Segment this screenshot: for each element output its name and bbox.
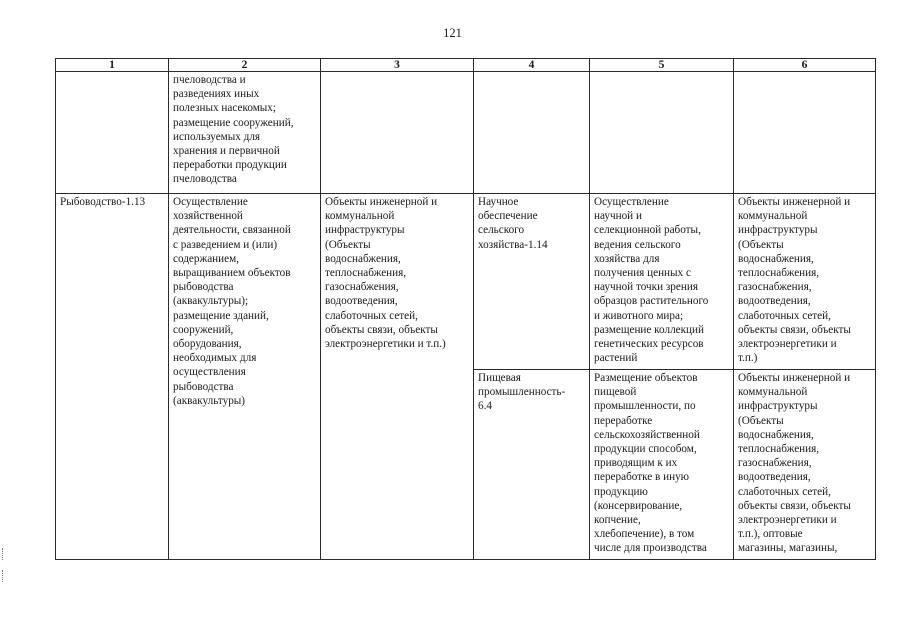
scan-edge-mark xyxy=(2,548,5,560)
cell-continuation-col6 xyxy=(734,72,876,194)
cell-continuation-col1 xyxy=(56,72,169,194)
cell-food-use-name: Пищевая промышленность- 6.4 xyxy=(474,370,590,560)
scan-edge-mark xyxy=(2,570,5,582)
cell-fish-use-description: Осуществление хозяйственной деятельности, связанной с разведением и (или) содержанием, выращиванием объектов рыбоводства (аквакультуры); размещение зданий, сооружений, оборудования, необходимых для осуществления рыбоводства (аквакультуры) xyxy=(169,194,321,560)
table-row-continuation xyxy=(56,72,876,194)
cell-food-auxiliary-objects: Объекты инженерной и коммунальной инфраструктуры (Объекты водоснабжения, теплоснабжения, газоснабжения, водоотведения, слаботочных сетей, объекты связи, объекты электроэнергетики и т.п.), оптовые магазины, магазины, xyxy=(734,370,876,560)
page-number: 121 xyxy=(443,26,462,40)
header-cell-6: 6 xyxy=(734,59,876,72)
cell-continuation-col2: пчеловодства и разведениях иных полезных насекомых; размещение сооружений, используемых для хранения и первичной переработки продукции пчеловодства xyxy=(169,72,321,194)
cell-continuation-col4 xyxy=(474,72,590,194)
header-cell-1: 1 xyxy=(56,59,169,72)
cell-science-use-description: Осуществление научной и селекционной работы, ведения сельского хозяйства для получения ценных с научной точки зрения образцов растительного и животного мира; размещение коллекций генетических ресурсов растений xyxy=(590,194,734,370)
header-row xyxy=(56,59,876,72)
header-cell-5: 5 xyxy=(590,59,734,72)
cell-food-use-description: Размещение объектов пищевой промышленности, по переработке сельскохозяйственной продукции способом, приводящим к их переработке в иную продукцию (консервирование, копчение, хлебопечение), в том числе для производства xyxy=(590,370,734,560)
table-row-fish-farming xyxy=(56,194,876,370)
cell-science-use-name: Научное обеспечение сельского хозяйства-1.14 xyxy=(474,194,590,370)
cell-continuation-col3 xyxy=(321,72,474,194)
header-cell-3: 3 xyxy=(321,59,474,72)
header-cell-2: 2 xyxy=(169,59,321,72)
cell-continuation-col5 xyxy=(590,72,734,194)
header-cell-4: 4 xyxy=(474,59,590,72)
cell-fish-use-name: Рыбоводство-1.13 xyxy=(56,194,169,560)
cell-fish-auxiliary-objects: Объекты инженерной и коммунальной инфраструктуры (Объекты водоснабжения, теплоснабжения, газоснабжения, водоотведения, слаботочных сетей, объекты связи, объекты электроэнергетики и т.п.) xyxy=(321,194,474,560)
cell-science-auxiliary-objects: Объекты инженерной и коммунальной инфраструктуры (Объекты водоснабжения, теплоснабжения, газоснабжения, водоотведения, слаботочных сетей, объекты связи, объекты электроэнергетики и т.п.) xyxy=(734,194,876,370)
zoning-table xyxy=(55,58,876,560)
